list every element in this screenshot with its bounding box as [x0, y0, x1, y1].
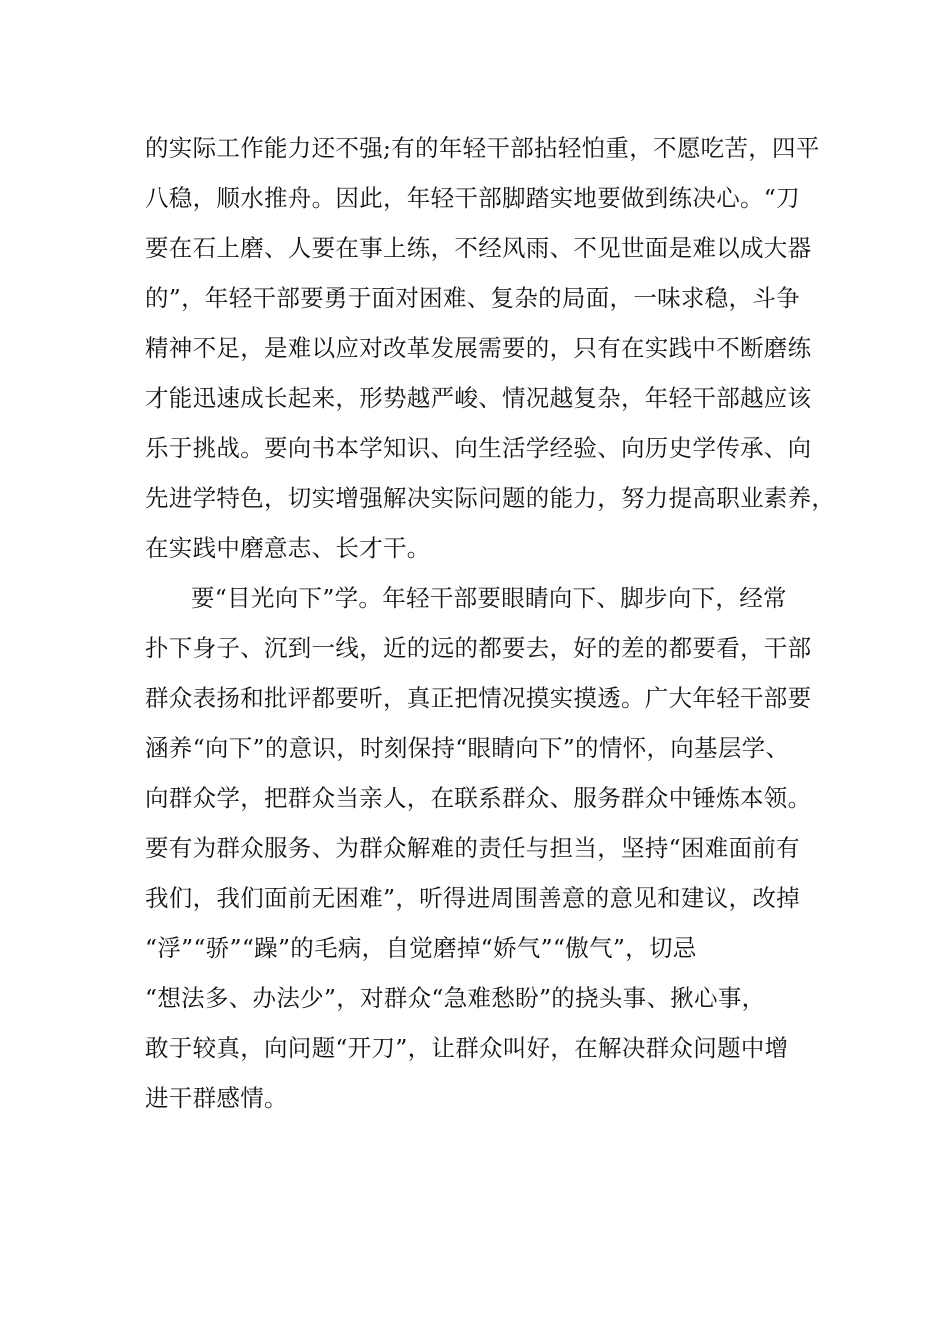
text-line: “想法多、办法少”，对群众“急难愁盼”的挠头事、揪心事， — [145, 984, 766, 1012]
text-line: 要在石上磨、人要在事上练，不经风雨、不见世面是难以成大器 — [145, 234, 812, 262]
paragraph — [145, 573, 845, 1123]
text-line: 的实际工作能力还不强;有的年轻干部拈轻怕重，不愿吃苦，四平 — [145, 134, 820, 162]
text-line: 的”，年轻干部要勇于面对困难、复杂的局面，一味求稳，斗争 — [145, 284, 800, 312]
body-text — [145, 123, 845, 1123]
text-line: 要有为群众服务、为群众解难的责任与担当，坚持“困难面前有 — [145, 834, 800, 862]
text-line: “浮”“骄”“躁”的毛病，自觉磨掉“娇气”“傲气”，切忌 — [145, 934, 697, 962]
text-line: 群众表扬和批评都要听，真正把情况摸实摸透。广大年轻干部要 — [145, 684, 812, 712]
text-line: 精神不足，是难以应对改革发展需要的，只有在实践中不断磨练 — [145, 334, 812, 362]
text-line: 敢于较真，向问题“开刀”，让群众叫好，在解决群众问题中增 — [145, 1034, 789, 1062]
text-line: 进干群感情。 — [145, 1084, 288, 1112]
paragraph — [145, 123, 845, 573]
text-line: 在实践中磨意志、长才干。 — [145, 534, 431, 562]
text-line: 先进学特色，切实增强解决实际问题的能力，努力提高职业素养， — [145, 484, 836, 512]
text-line: 扑下身子、沉到一线，近的远的都要去，好的差的都要看，干部 — [145, 634, 812, 662]
text-line: 才能迅速成长起来，形势越严峻、情况越复杂，年轻干部越应该 — [145, 384, 812, 412]
text-line: 向群众学，把群众当亲人，在联系群众、服务群众中锤炼本领。 — [145, 784, 812, 812]
text-line: 八稳，顺水推舟。因此，年轻干部脚踏实地要做到练决心。“刀 — [145, 184, 800, 212]
text-line: 要“目光向下”学。年轻干部要眼睛向下、脚步向下，经常 — [191, 584, 787, 612]
text-line: 乐于挑战。要向书本学知识、向生活学经验、向历史学传承、向 — [145, 434, 812, 462]
text-line: 涵养“向下”的意识，时刻保持“眼睛向下”的情怀，向基层学、 — [145, 734, 790, 762]
text-line: 我们，我们面前无困难”，听得进周围善意的意见和建议，改掉 — [145, 884, 800, 912]
